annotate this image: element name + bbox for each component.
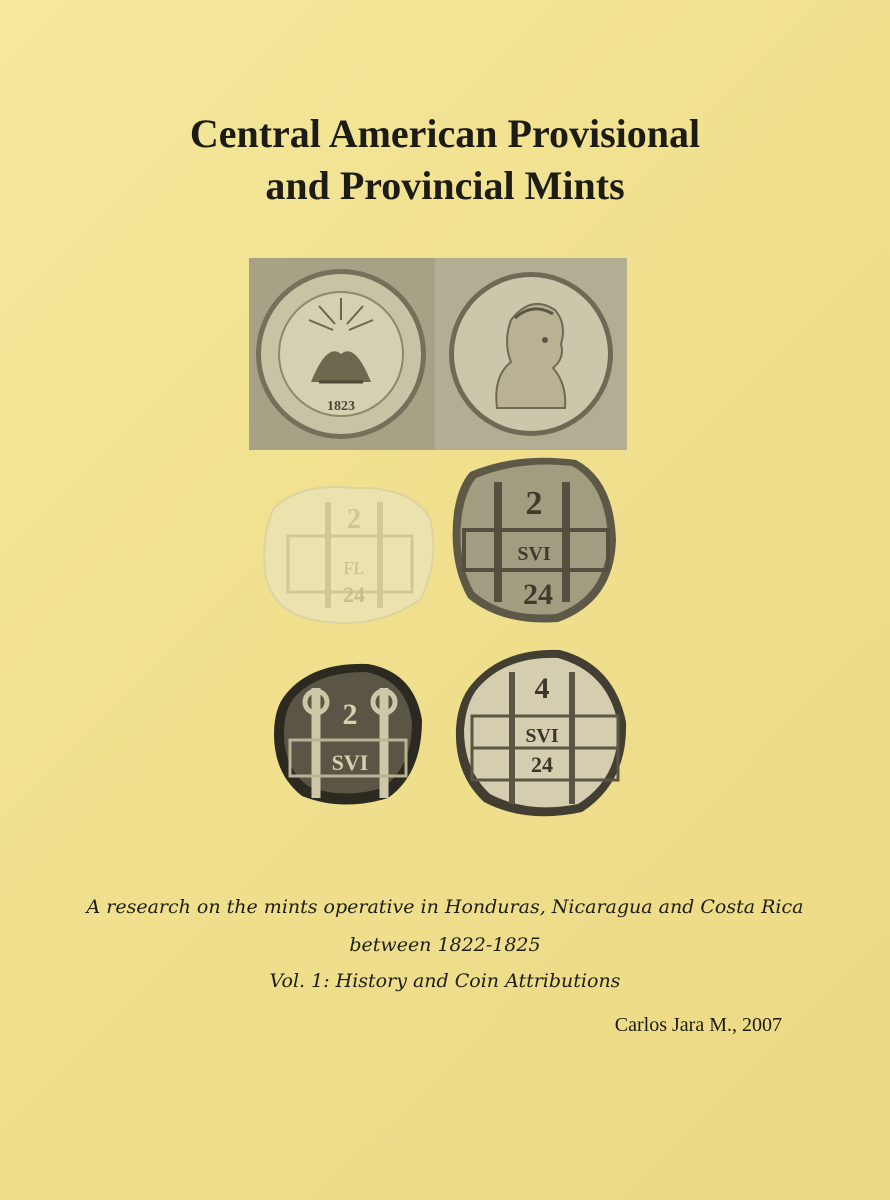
svg-text:SVI: SVI bbox=[331, 750, 369, 775]
svg-text:24: 24 bbox=[531, 752, 553, 777]
subtitle-line-2: between 1822-1825 bbox=[349, 934, 541, 956]
svg-text:4: 4 bbox=[534, 672, 550, 705]
svg-text:24: 24 bbox=[523, 578, 553, 611]
coin-photo-middle-right bbox=[448, 452, 620, 628]
coin-photo-bottom-left bbox=[272, 658, 424, 808]
coin-1-date: 1823 bbox=[327, 399, 355, 414]
coin-photo-top bbox=[249, 258, 627, 450]
svg-text:SVI: SVI bbox=[517, 543, 551, 565]
subtitle-line-1: A research on the mints operative in Honduras, Nicaragua and Costa Rica bbox=[86, 896, 804, 918]
svg-text:2: 2 bbox=[525, 485, 543, 522]
title-line-2: and Provincial Mints bbox=[265, 163, 625, 208]
svg-text:24: 24 bbox=[343, 582, 365, 607]
coin-photo-bottom-right bbox=[452, 644, 630, 822]
coin-photo-panel-top bbox=[249, 258, 627, 450]
author-credit: Carlos Jara M., 2007 bbox=[614, 1014, 782, 1036]
svg-text:2: 2 bbox=[342, 698, 358, 731]
svg-text:SVI: SVI bbox=[525, 725, 559, 747]
svg-text:2: 2 bbox=[347, 504, 361, 535]
svg-text:FL: FL bbox=[343, 558, 365, 578]
subtitle-line-3: Vol. 1: History and Coin Attributions bbox=[269, 970, 621, 992]
coin-photo-middle-left bbox=[258, 478, 438, 628]
title-line-1: Central American Provisional bbox=[189, 111, 701, 156]
